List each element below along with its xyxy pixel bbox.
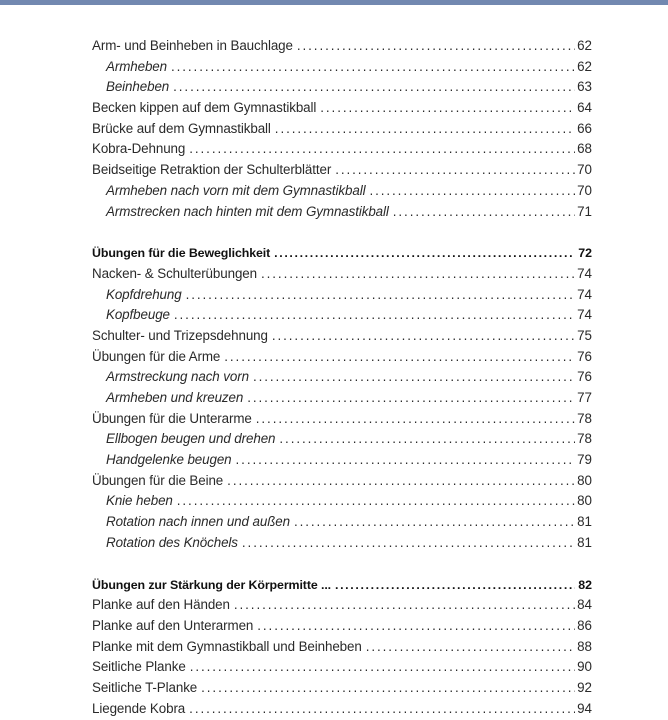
toc-page-number: 66 <box>577 120 592 136</box>
toc-entry-title: Beinheben <box>106 79 170 95</box>
toc-entry-title: Seitliche Planke <box>92 659 186 675</box>
toc-entry[interactable] <box>92 160 592 181</box>
toc-entry-title: Übungen zur Stärkung der Körpermitte ... <box>92 577 332 592</box>
toc-page-number: 63 <box>577 79 592 95</box>
toc-entry-title: Nacken- & Schulterübungen <box>92 265 257 281</box>
dot-leader <box>256 409 575 430</box>
toc-page-number: 62 <box>577 38 592 53</box>
toc-entry[interactable] <box>92 409 592 430</box>
toc-entry[interactable] <box>92 347 592 368</box>
dot-leader <box>234 595 575 616</box>
toc-entry[interactable] <box>92 595 592 616</box>
top-accent-bar <box>0 0 668 5</box>
dot-leader <box>174 305 575 326</box>
toc-entry[interactable] <box>92 326 592 347</box>
toc-page-number: 81 <box>577 534 592 550</box>
toc-page-number: 88 <box>577 638 592 654</box>
toc-entry-title: Rotation des Knöchels <box>106 534 238 550</box>
toc-entry-title: Planke mit dem Gymnastikball und Beinheben <box>92 638 362 654</box>
dot-leader <box>297 36 575 57</box>
toc-entry-title: Knie heben <box>106 493 173 509</box>
toc-page-number: 77 <box>577 390 592 405</box>
toc-entry-title: Seitliche T-Planke <box>92 679 198 695</box>
toc-entry-title: Planke auf den Händen <box>92 597 230 613</box>
dot-leader <box>393 202 575 223</box>
toc-entry-title: Planke auf den Unterarmen <box>92 617 254 633</box>
dot-leader <box>369 181 575 202</box>
toc-entry[interactable] <box>92 98 592 119</box>
toc-entry[interactable] <box>92 119 592 140</box>
toc-subentry[interactable] <box>92 388 592 409</box>
dot-leader <box>253 367 575 388</box>
toc-page-number: 80 <box>577 493 592 509</box>
toc-page-number: 74 <box>577 307 592 323</box>
toc-page-number: 90 <box>577 659 592 675</box>
toc-entry[interactable] <box>92 699 592 720</box>
toc-page-number: 72 <box>578 246 592 261</box>
toc-subentry[interactable] <box>92 305 592 326</box>
toc-entry-title: Armstreckung nach vorn <box>106 369 249 385</box>
toc-subentry[interactable] <box>92 450 592 471</box>
dot-leader <box>257 616 575 637</box>
toc-page-number: 82 <box>578 577 592 592</box>
dot-leader <box>242 533 575 554</box>
dot-leader <box>177 491 575 512</box>
toc-entry-title: Beidseitige Retraktion der Schulterblätter <box>92 162 332 178</box>
toc-subentry[interactable] <box>92 367 592 388</box>
toc-subentry[interactable] <box>92 202 592 223</box>
toc-page-number: 76 <box>577 369 592 385</box>
toc-entry[interactable] <box>92 637 592 658</box>
dot-leader <box>190 657 575 678</box>
toc-subentry[interactable] <box>92 181 592 202</box>
dot-leader <box>236 450 575 471</box>
dot-leader <box>171 57 575 78</box>
toc-entry-title: Kopfbeuge <box>106 307 170 323</box>
toc-page-number: 74 <box>577 265 592 281</box>
dot-leader <box>294 512 575 533</box>
toc-page-number: 62 <box>577 58 592 74</box>
dot-leader <box>366 637 575 658</box>
toc-page-number: 64 <box>577 100 592 116</box>
toc-entry[interactable] <box>92 264 592 285</box>
toc-page-number: 84 <box>577 597 592 613</box>
toc-subentry[interactable] <box>92 285 592 306</box>
toc-section-heading[interactable] <box>92 243 592 264</box>
toc-page-number: 81 <box>577 514 592 530</box>
dot-leader <box>189 139 575 160</box>
toc-page-number: 80 <box>577 472 592 488</box>
dot-leader <box>274 243 575 264</box>
toc-entry-title: Übungen für die Unterarme <box>92 410 252 426</box>
toc-entry-title: Armheben und kreuzen <box>106 390 244 405</box>
dot-leader <box>227 471 575 492</box>
toc-page-number: 86 <box>577 617 592 633</box>
dot-leader <box>189 699 575 720</box>
toc-entry-title: Übungen für die Beine <box>92 472 224 488</box>
toc-entry-title: Armheben <box>106 58 167 74</box>
toc-page-number: 79 <box>577 452 592 468</box>
dot-leader <box>279 429 575 450</box>
toc-entry[interactable] <box>92 139 592 160</box>
toc-page-number: 78 <box>577 410 592 426</box>
toc-entry-title: Brücke auf dem Gymnastikball <box>92 120 271 136</box>
toc-entry-title: Armheben nach vorn mit dem Gymnastikball <box>106 182 366 198</box>
dot-leader <box>261 264 575 285</box>
dot-leader <box>224 347 575 368</box>
toc-entry[interactable] <box>92 36 592 57</box>
dot-leader <box>272 326 575 347</box>
toc-entry-title: Kopfdrehung <box>106 286 182 302</box>
toc-subentry[interactable] <box>92 77 592 98</box>
toc-entry-title: Liegende Kobra <box>92 700 186 716</box>
toc-page-number: 70 <box>577 182 592 198</box>
toc-page-number: 78 <box>577 431 592 447</box>
toc-section-heading[interactable] <box>92 575 592 596</box>
dot-leader <box>201 678 575 699</box>
toc-subentry[interactable] <box>92 429 592 450</box>
dot-leader <box>173 77 575 98</box>
toc-entry-title: Übungen für die Arme <box>92 348 221 364</box>
toc-subentry[interactable] <box>92 491 592 512</box>
toc-entry[interactable] <box>92 678 592 699</box>
dot-leader <box>335 160 575 181</box>
toc-page-number: 71 <box>577 203 592 219</box>
toc-entry-title: Kobra-Dehnung <box>92 141 186 157</box>
dot-leader <box>247 388 575 409</box>
dot-leader <box>275 119 575 140</box>
toc-entry-title: Ellbogen beugen und drehen <box>106 431 276 447</box>
toc-entry-title: Armstrecken nach hinten mit dem Gymnastikball <box>106 203 389 219</box>
toc-entry-title: Handgelenke beugen <box>106 452 232 468</box>
toc-page-number: 76 <box>577 348 592 364</box>
toc-subentry[interactable] <box>92 512 592 533</box>
toc-entry-title: Rotation nach innen und außen <box>106 514 290 530</box>
toc-subentry[interactable] <box>92 57 592 78</box>
dot-leader <box>186 285 575 306</box>
toc-entry-title: Übungen für die Beweglichkeit <box>92 246 271 261</box>
toc-entry-title: Arm- und Beinheben in Bauchlage <box>92 38 293 53</box>
toc-entry[interactable] <box>92 616 592 637</box>
table-of-contents <box>92 36 592 719</box>
toc-page-number: 75 <box>577 327 592 343</box>
dot-leader <box>335 575 575 596</box>
dot-leader <box>320 98 575 119</box>
toc-page-number: 68 <box>577 141 592 157</box>
toc-subentry[interactable] <box>92 533 592 554</box>
toc-page-number: 70 <box>577 162 592 178</box>
toc-entry-title: Schulter- und Trizepsdehnung <box>92 327 268 343</box>
toc-entry[interactable] <box>92 657 592 678</box>
toc-page-number: 92 <box>577 679 592 695</box>
toc-entry[interactable] <box>92 471 592 492</box>
toc-page-number: 94 <box>577 700 592 716</box>
toc-entry-title: Becken kippen auf dem Gymnastikball <box>92 100 317 116</box>
toc-page-number: 74 <box>577 286 592 302</box>
